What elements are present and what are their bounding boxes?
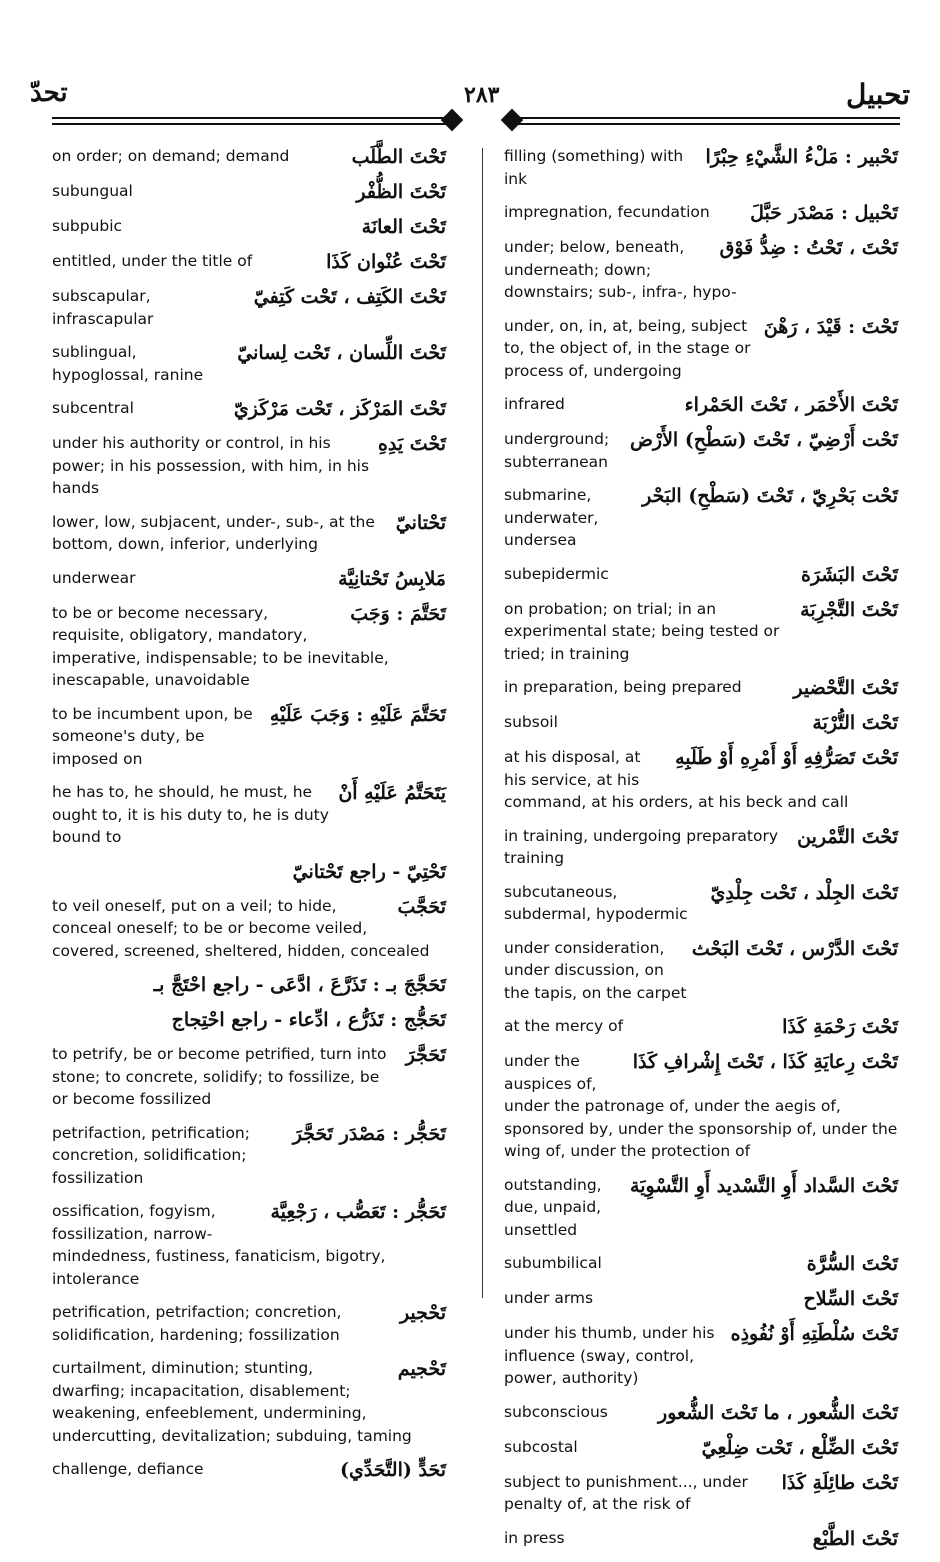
arabic-headword: تَحْتَ الجِلْد ، تَحْت جِلْدِيّ bbox=[710, 881, 898, 904]
dictionary-entry bbox=[52, 1357, 446, 1447]
dictionary-entry bbox=[504, 484, 898, 552]
english-definition: petrifaction, petrification; concretion, solidification; fossilization bbox=[52, 1123, 250, 1187]
english-definition: subject to punishment..., under penalty of, at the risk of bbox=[504, 1472, 748, 1513]
arabic-headword: تَحْتَ الضِّلْع ، تَحْت ضِلْعِيّ bbox=[701, 1436, 898, 1459]
english-definition: under; below, beneath, underneath; down; downstairs; sub-, infra-, hypo- bbox=[504, 238, 737, 301]
dictionary-entry bbox=[504, 1527, 898, 1551]
english-definition: under his authority or control, in his power; in his possession, with him, in his hands bbox=[52, 434, 370, 497]
dictionary-entry bbox=[52, 1301, 446, 1346]
arabic-headword: تَحَجُّر : تَعَصُّب ، رَجْعِيَّة bbox=[270, 1201, 446, 1223]
arabic-headword: تَحْتانيّ bbox=[395, 511, 446, 534]
dictionary-entry bbox=[52, 895, 446, 963]
arabic-headword: تَحْتَ ، تَحْتُ : ضِدُّ فَوْق bbox=[719, 237, 898, 259]
arabic-headword: تَحَتَّمَ : وَجَبَ bbox=[350, 602, 446, 625]
english-definition: curtailment, diminution; stunting, dwarfing; incapacitation, disablement; weakening, enfeeblement, undermining, undercutting, devitalization; subduing, taming bbox=[52, 1359, 412, 1445]
english-definition: subpubic bbox=[52, 217, 123, 235]
arabic-headword: تَحْتَ التُّرْبَة bbox=[812, 712, 898, 734]
english-definition: subumbilical bbox=[504, 1254, 602, 1272]
arabic-headword: تَحْتَ رَحْمَةِ كَذَا bbox=[782, 1016, 898, 1038]
arabic-headword: مَلابِسُ تَحْتانِيَّة bbox=[338, 567, 446, 590]
english-definition: underground; subterranean bbox=[504, 430, 610, 471]
dictionary-entry bbox=[504, 201, 898, 225]
english-definition: subepidermic bbox=[504, 564, 609, 583]
arabic-headword: تَحَجَّجَ بـ : تَذَرَّعَ ، ادَّعَى - راجع احْتَجَّ بـ bbox=[153, 974, 446, 996]
dictionary-entry bbox=[52, 511, 446, 556]
arabic-headword: تَحْتِيّ - راجع تَحْتانيّ bbox=[292, 860, 446, 883]
dictionary-entry bbox=[504, 711, 898, 735]
arabic-headword: تَحَتَّمَ عَلَيْهِ : وَجَبَ عَلَيْهِ bbox=[269, 703, 446, 726]
page-number: ٢٨٣ bbox=[464, 82, 500, 108]
dictionary-entry bbox=[52, 397, 446, 421]
arabic-headword: تَحْتَ عُنْوان كَذَا bbox=[326, 251, 446, 273]
dictionary-entry bbox=[504, 236, 898, 304]
arabic-headword: تَحْتَ التَّمْرين bbox=[797, 825, 898, 848]
header-guide-word-left: تحدّ bbox=[30, 78, 68, 108]
dictionary-entry bbox=[504, 746, 898, 814]
english-definition: in preparation, being prepared bbox=[504, 678, 742, 696]
dictionary-entry bbox=[52, 781, 446, 849]
english-definition: to veil oneself, put on a veil; to hide, conceal oneself; to be or become veiled, covered, screened, sheltered, hidden, concealed bbox=[52, 896, 430, 960]
arabic-headword: تَحَجُّر : مَصْدَر تَحَجَّرَ bbox=[292, 1122, 446, 1145]
arabic-headword: تَحْتَ السَّداد أَوِ التَّسْديد أَوِ التَّسْوِيَة bbox=[630, 1174, 898, 1197]
dictionary-entry bbox=[52, 432, 446, 500]
arabic-headword: تَحْتَ : قَيْدَ ، رَهْنَ bbox=[763, 315, 898, 338]
arabic-headword: تَحْتَ اللِّسان ، تَحْت لِسانيّ bbox=[237, 342, 446, 364]
english-definition: in training, undergoing preparatory training bbox=[504, 826, 779, 867]
english-definition: entitled, under the title of bbox=[52, 252, 253, 270]
english-definition: to be incumbent upon, be someone's duty, be imposed on bbox=[52, 704, 253, 768]
dictionary-entry bbox=[504, 1252, 898, 1276]
header-rule-right bbox=[508, 114, 900, 128]
arabic-headword: تَحْتَ العانَة bbox=[361, 216, 446, 238]
english-definition: under consideration, under discussion, on the tapis, on the carpet bbox=[504, 938, 687, 1002]
dictionary-entry bbox=[52, 1200, 446, 1290]
english-definition: subcentral bbox=[52, 399, 134, 417]
english-definition: under his thumb, under his influence (sway, control, power, authority) bbox=[504, 1324, 715, 1387]
arabic-headword: تَحْجير bbox=[399, 1302, 446, 1324]
dictionary-entry bbox=[504, 676, 898, 700]
dictionary-entry bbox=[504, 1050, 898, 1163]
arabic-headword: تَحَجَّرَ bbox=[405, 1044, 446, 1066]
arabic-headword: تَحْجيم bbox=[397, 1358, 446, 1380]
column-divider bbox=[482, 148, 483, 1298]
arabic-headword: تَحْت أَرْضِيّ ، تَحْتَ (سَطْحِ) الأَرْض bbox=[629, 429, 898, 451]
dictionary-entry bbox=[52, 1122, 446, 1190]
english-definition: subsoil bbox=[504, 713, 558, 731]
english-definition: challenge, defiance bbox=[52, 1460, 204, 1478]
arabic-headword: تَحْتَ الظُّفْر bbox=[356, 181, 446, 203]
english-definition: infrared bbox=[504, 395, 565, 413]
english-definition: subcostal bbox=[504, 1437, 578, 1456]
arabic-headword: تَحَجُّج : تَذَرُّع ، ادِّعاء - راجع احْتِجاج bbox=[171, 1009, 446, 1031]
dictionary-entry bbox=[52, 341, 446, 386]
dictionary-entry bbox=[504, 1287, 898, 1311]
arabic-headword: تَحْتَ طائِلَةِ كَذَا bbox=[781, 1471, 898, 1494]
dictionary-entry bbox=[52, 860, 446, 884]
header-guide-word-right: تحبيل bbox=[846, 78, 910, 111]
dictionary-entry bbox=[52, 180, 446, 204]
diamond-ornament-icon bbox=[501, 109, 524, 132]
english-definition: filling (something) with ink bbox=[504, 147, 684, 188]
english-definition: to petrify, be or become petrified, turn into stone; to concrete, solidify; to fossilize, be or become fossilized bbox=[52, 1045, 387, 1108]
english-definition: under, on, in, at, being, subject to, the object of, in the stage or process of, undergoing bbox=[504, 316, 751, 380]
english-definition: on order; on demand; demand bbox=[52, 147, 290, 165]
dictionary-entry bbox=[504, 1401, 898, 1425]
left-column bbox=[52, 145, 446, 1493]
arabic-headword: تَحْبيل : مَصْدَر حَبَّلَ bbox=[750, 202, 898, 224]
right-column bbox=[504, 145, 898, 1562]
arabic-headword: تَحْتَ الطَّبْع bbox=[812, 1527, 898, 1550]
english-definition: lower, low, subjacent, under-, sub-, at the bottom, down, inferior, underlying bbox=[52, 512, 375, 553]
dictionary-entry bbox=[504, 1322, 898, 1390]
english-definition: outstanding, due, unpaid, unsettled bbox=[504, 1175, 602, 1239]
header-rule-left bbox=[52, 114, 456, 128]
arabic-headword: تَحْتَ الشُّعور ، ما تَحْتَ الشُّعور bbox=[658, 1401, 898, 1424]
arabic-headword: تَحَدٍّ (التَّحَدِّي) bbox=[339, 1459, 446, 1481]
arabic-headword: تَحْتَ التَّحْضير bbox=[793, 677, 898, 699]
dictionary-entry bbox=[504, 881, 898, 926]
english-definition: impregnation, fecundation bbox=[504, 203, 710, 221]
arabic-headword: تَحْتَ تَصَرُّفِهِ أَوْ أَمْرِهِ أَوْ طَلَبِهِ bbox=[675, 747, 898, 769]
arabic-headword: تَحَجَّبَ bbox=[397, 895, 446, 918]
english-definition: sublingual, hypoglossal, ranine bbox=[52, 343, 204, 384]
dictionary-entry bbox=[52, 973, 446, 997]
english-definition: petrification, petrifaction; concretion, solidification, hardening; fossilization bbox=[52, 1303, 342, 1344]
arabic-headword: تَحْتَ البَشَرَة bbox=[800, 563, 898, 586]
arabic-headword: تَحْتَ الدَّرْس ، تَحْتَ البَحْث bbox=[691, 937, 898, 960]
dictionary-entry bbox=[504, 1471, 898, 1516]
dictionary-entry bbox=[52, 215, 446, 239]
dictionary-entry bbox=[504, 315, 898, 383]
arabic-headword: تَحْتَ الأَحْمَر ، تَحْتَ الحَمْراء bbox=[684, 394, 898, 416]
arabic-headword: تَحْتَ المَرْكَز ، تَحْت مَرْكَزيّ bbox=[233, 398, 446, 420]
dictionary-entry bbox=[504, 563, 898, 587]
arabic-headword: تَحْت بَحْرِيّ ، تَحْتَ (سَطْحِ) البَحْر bbox=[642, 485, 898, 507]
english-definition: on probation; on trial; in an experimental state; being tested or tried; in training bbox=[504, 599, 780, 663]
dictionary-entry bbox=[504, 1436, 898, 1460]
english-definition: subcutaneous, subdermal, hypodermic bbox=[504, 882, 688, 923]
dictionary-entry bbox=[52, 250, 446, 274]
dictionary-entry bbox=[504, 937, 898, 1005]
dictionary-entry bbox=[504, 825, 898, 870]
english-definition: subscapular, infrascapular bbox=[52, 287, 154, 328]
dictionary-entry bbox=[504, 598, 898, 666]
arabic-headword: تَحْتَ الكَتِف ، تَحْت كَتِفيّ bbox=[253, 286, 446, 308]
arabic-headword: تَحْتَ رِعايَةِ كَذَا ، تَحْتَ إِشْرافِ كَذَا bbox=[632, 1051, 898, 1073]
dictionary-entry bbox=[52, 703, 446, 771]
arabic-headword: تَحْتَ التَّجْرِبَة bbox=[800, 598, 898, 621]
english-definition: under the auspices of, under the patronage of, under the aegis of, sponsored by, under the sponsorship of, under the wing of, under the protection of bbox=[504, 1052, 898, 1160]
english-definition: underwear bbox=[52, 568, 136, 587]
diamond-ornament-icon bbox=[441, 109, 464, 132]
dictionary-entry bbox=[504, 1174, 898, 1242]
arabic-headword: تَحْبير : مَلْءُ الشَّيْءِ حِبْرًا bbox=[705, 146, 898, 168]
arabic-headword: تَحْتَ سُلْطَتِهِ أَوْ نُفُوذِه bbox=[730, 1323, 898, 1345]
dictionary-entry bbox=[504, 1015, 898, 1039]
dictionary-entry bbox=[52, 602, 446, 692]
dictionary-entry bbox=[52, 1043, 446, 1111]
dictionary-entry bbox=[52, 1008, 446, 1032]
english-definition: ossification, fogyism, fossilization, narrow-mindedness, fustiness, fanaticism, bigotry, intolerance bbox=[52, 1202, 386, 1288]
dictionary-entry bbox=[504, 145, 898, 190]
english-definition: submarine, underwater, undersea bbox=[504, 486, 599, 549]
english-definition: subungual bbox=[52, 182, 133, 200]
english-definition: subconscious bbox=[504, 1402, 608, 1421]
arabic-headword: يَتَحَتَّمُ عَلَيْهِ أَنْ bbox=[338, 782, 446, 804]
english-definition: to be or become necessary, requisite, obligatory, mandatory, imperative, indispensable; to be inevitable, inescapable, unavoidable bbox=[52, 603, 389, 689]
arabic-headword: تَحْتَ يَدِهِ bbox=[377, 433, 446, 455]
dictionary-entry bbox=[52, 1458, 446, 1482]
english-definition: he has to, he should, he must, he ought to, it is his duty to, he is duty bound to bbox=[52, 783, 329, 846]
dictionary-entry bbox=[52, 567, 446, 591]
english-definition: at his disposal, at his service, at his command, at his orders, at his beck and call bbox=[504, 748, 849, 811]
arabic-headword: تَحْتَ السُّرَّة bbox=[806, 1253, 898, 1275]
english-definition: under arms bbox=[504, 1289, 594, 1307]
dictionary-entry bbox=[52, 285, 446, 330]
english-definition: at the mercy of bbox=[504, 1017, 624, 1035]
dictionary-entry bbox=[52, 145, 446, 169]
arabic-headword: تَحْتَ الطَّلَب bbox=[351, 146, 446, 168]
dictionary-entry bbox=[504, 428, 898, 473]
english-definition: in press bbox=[504, 1528, 565, 1547]
dictionary-entry bbox=[504, 393, 898, 417]
arabic-headword: تَحْتَ السِّلاح bbox=[803, 1288, 898, 1310]
